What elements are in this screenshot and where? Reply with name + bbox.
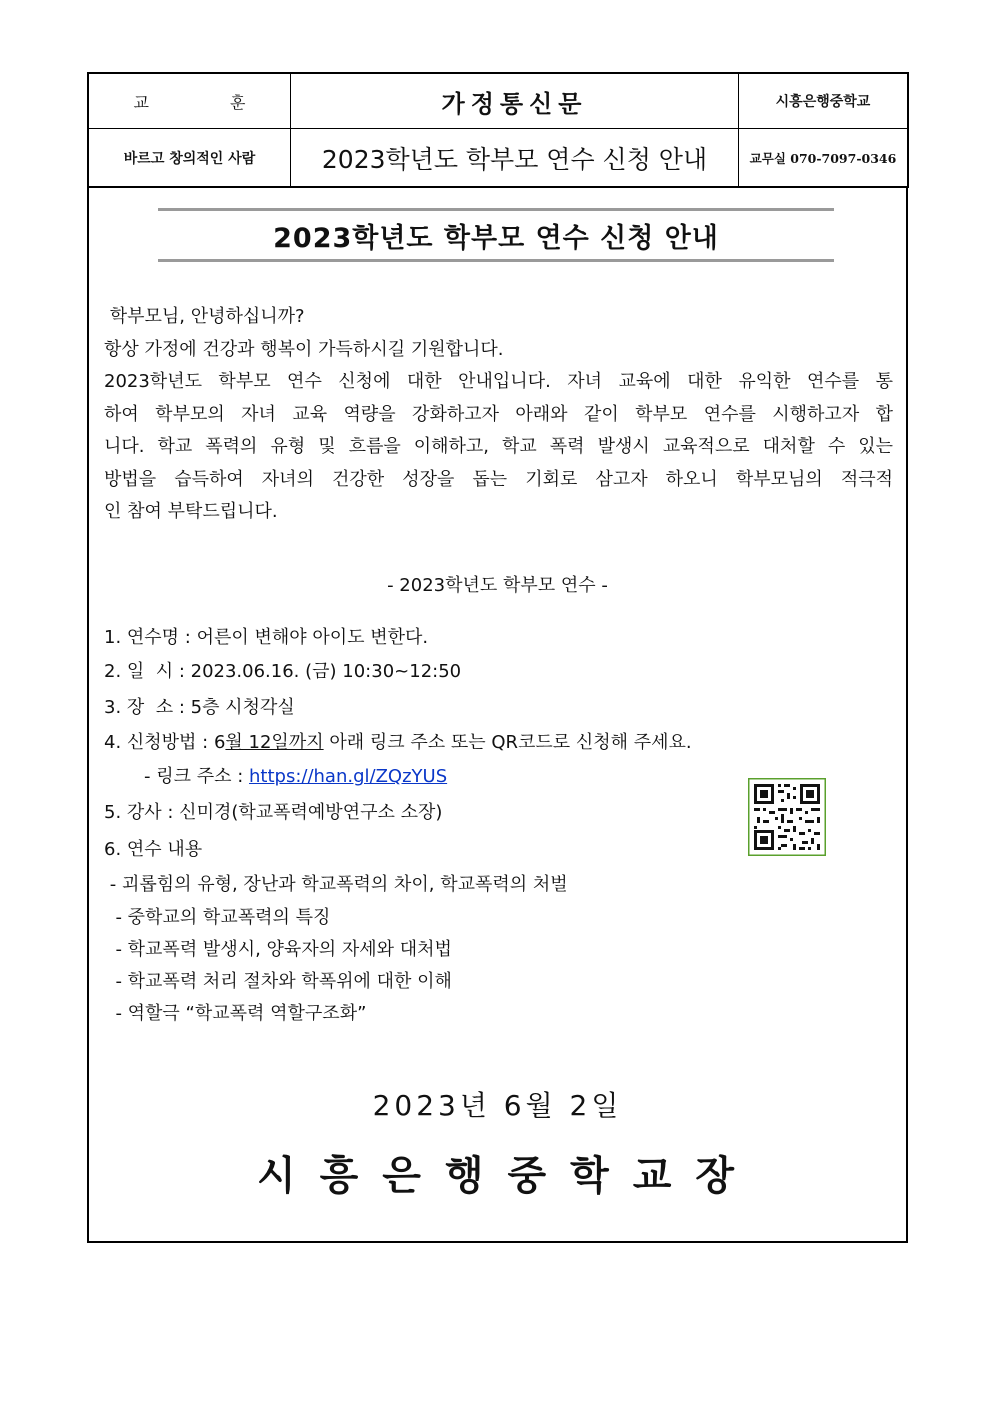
newsletter-title: 가정통신문 [441,89,588,118]
body-line: 2023학년도 학부모 연수 신청에 대한 안내입니다. 자녀 교육에 대한 유익한 연수를 통 [104,371,893,392]
contact-phone: 교무실 070-7097-0346 [749,150,897,166]
list-item: 2. 일 시 : 2023.06.16. (금) 10:30~12:50 [104,661,462,682]
motto-label: 교 훈 [133,92,284,112]
content-item: - 학교폭력 발생시, 양육자의 자세와 대처법 [104,939,452,960]
list-item: 1. 연수명 : 어른이 변해야 아이도 변한다. [104,627,429,648]
body-line: 하여 학부모의 자녀 교육 역량을 강화하고자 아래와 같이 학부모 연수를 시행하고자 합 [104,403,893,425]
intro-paragraph [104,301,893,529]
link-line [144,762,447,788]
school-motto: 바르고 창의적인 사람 [123,150,256,167]
issue-date: 2023년 6월 2일 [372,1089,623,1122]
document-title: 2023학년도 학부모 연수 신청 안내 [273,222,719,254]
body-line: 니다. 학교 폭력의 유형 및 흐름을 이해하고, 학교 폭력 발생시 교육적으로 대처할 수 있는 [104,436,893,457]
document-title-banner [158,208,834,262]
item-text: 4. 신청방법 : 6 [104,732,226,753]
school-name: 시흥은행중학교 [775,94,871,110]
section-title: - 2023학년도 학부모 연수 - [387,575,608,596]
qr-code-icon[interactable] [748,778,826,856]
title-rule-bottom [158,259,834,262]
greeting-line: 학부모님, 안녕하십니까? [104,306,305,327]
body-line: 방법을 습득하여 자녀의 건강한 성장을 돕는 기회로 삼고자 하오니 학부모님의 적극적 [104,468,893,490]
content-item: - 괴롭힘의 유형, 장난과 학교폭력의 차이, 학교폭력의 처벌 [104,874,568,895]
deadline-text: 월 12일까지 [225,732,324,753]
item-text: 아래 링크 주소 또는 QR코드로 신청해 주세요. [323,732,692,753]
link-label: - 링크 주소 : [144,766,249,787]
greeting-line: 항상 가정에 건강과 행복이 가득하시길 기원합니다. [104,338,504,360]
principal-signature: 시흥은행중학교장 [256,1153,759,1199]
body-line: 인 참여 부탁드립니다. [104,501,278,522]
list-item: 6. 연수 내용 [104,839,203,860]
content-item: - 역할극 “학교폭력 역할구조화” [104,1003,367,1024]
list-item: 5. 강사 : 신미경(학교폭력예방연구소 소장) [104,802,443,823]
list-item [104,728,692,754]
content-item: - 중학교의 학교폭력의 특징 [104,907,331,928]
subject-title: 2023학년도 학부모 연수 신청 안내 [321,144,708,174]
registration-link[interactable]: https://han.gl/ZQzYUS [249,766,448,787]
list-item: 3. 장 소 : 5층 시청각실 [104,697,295,718]
title-rule-top [158,208,834,211]
content-item: - 학교폭력 처리 절차와 학폭위에 대한 이해 [104,971,452,992]
header-table [87,72,909,188]
